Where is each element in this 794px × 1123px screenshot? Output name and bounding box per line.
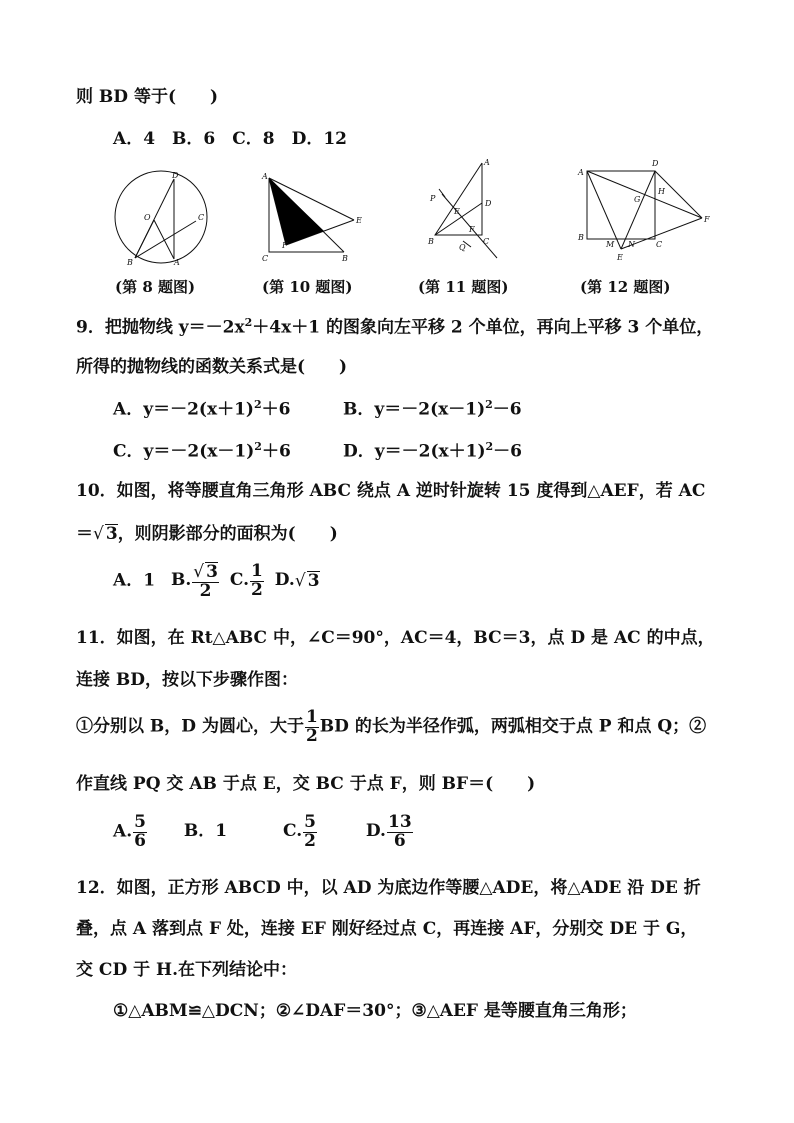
q10-line-2 xyxy=(76,524,338,544)
q11-option-c-num: 5 xyxy=(304,812,316,832)
q9-option-d-tail: －6 xyxy=(493,441,522,462)
q11-line-2: 连接 BD，按以下步骤作图： xyxy=(76,670,299,690)
fig12-label-g: G xyxy=(634,195,641,204)
q9-option-b xyxy=(343,399,522,419)
q10-options xyxy=(113,562,320,601)
fig11-label-e: E xyxy=(454,207,460,216)
q11-option-c-den: 2 xyxy=(304,830,316,851)
q10-option-b-den: 2 xyxy=(199,580,212,601)
q8-options: A．4 B．6 C．8 D．12 xyxy=(113,129,347,149)
q11-option-c-label: C. xyxy=(283,821,303,842)
figure-12-square xyxy=(572,156,718,266)
caption-figure-10: (第 10 题图) xyxy=(262,278,353,296)
q9-option-c-sup: 2 xyxy=(254,440,262,453)
sqrt-sign: √ xyxy=(193,562,205,582)
q11-option-c-fraction xyxy=(303,814,317,851)
fig12-label-n: N xyxy=(628,240,635,249)
fig11-label-d: D xyxy=(485,199,492,208)
q11-option-d-label: D. xyxy=(365,821,386,842)
q11-half-num: 1 xyxy=(305,707,318,727)
q11-option-a-den: 6 xyxy=(134,830,146,851)
q11-line-4: 作直线 PQ 交 AB 于点 E，交 BC 于点 F，则 BF＝( ) xyxy=(76,774,536,794)
q9-option-a-tail: ＋6 xyxy=(261,399,291,420)
fig8-label-c: C xyxy=(198,213,205,222)
fig12-label-h: H xyxy=(658,187,665,196)
sqrt-sign: √ xyxy=(294,571,306,592)
q10-line-1: 10．如图，将等腰直角三角形 ABC 绕点 A 逆时针旋转 15 度得到△AEF，若 AC xyxy=(76,481,706,501)
sqrt-sign: √ xyxy=(93,524,104,544)
fig11-label-q: Q xyxy=(459,243,466,252)
q10-option-c-den: 2 xyxy=(251,579,263,600)
fig11-label-p: P xyxy=(430,194,436,203)
q9-option-a-text: A．y＝－2(x＋1) xyxy=(113,399,254,420)
q10-option-b-label: B. xyxy=(170,570,192,591)
q12-line-3: 交 CD 于 H.在下列结论中： xyxy=(76,960,298,980)
q10-radicand: 3 xyxy=(105,524,118,544)
fig12-label-c: C xyxy=(656,240,663,249)
fig11-label-f: F xyxy=(469,225,475,234)
q9-option-d-text: D．y＝－2(x＋1) xyxy=(343,441,486,462)
figure-10-triangle xyxy=(260,170,370,266)
q11-option-d-num: 13 xyxy=(387,812,412,832)
fig12-label-b: B xyxy=(578,233,584,242)
q11-half-den: 2 xyxy=(305,725,318,746)
q11-line-1: 11．如图，在 Rt△ABC 中，∠C＝90°，AC＝4，BC＝3，点 D 是 AC 的中点， xyxy=(76,628,715,648)
q11-option-d-den: 6 xyxy=(393,830,406,851)
q9-option-d xyxy=(343,441,522,461)
fig12-label-m: M xyxy=(606,240,615,249)
q10-option-a: A．1 xyxy=(113,570,156,591)
fig11-label-b: B xyxy=(428,237,434,246)
q9-option-c-tail: ＋6 xyxy=(261,441,291,462)
q11-line-3 xyxy=(76,709,706,746)
q11-half-fraction xyxy=(305,709,319,746)
q9-option-a xyxy=(113,399,290,419)
q9-option-b-text: B．y＝－2(x－1) xyxy=(343,399,486,420)
fig11-label-a: A xyxy=(484,158,490,167)
q11-options xyxy=(113,814,414,851)
q10-option-b-num: 3 xyxy=(206,562,218,582)
fig8-label-a: A xyxy=(174,258,180,267)
q11-line-3-a: ①分别以 B，D 为圆心，大于 xyxy=(76,716,304,737)
q10-option-b-fraction xyxy=(192,562,219,601)
q10-line-2-tail: ，则阴影部分的面积为( ) xyxy=(117,524,338,544)
fig12-label-d: D xyxy=(652,159,659,168)
q9-option-c xyxy=(113,441,291,461)
q10-option-d-rad: 3 xyxy=(307,571,320,592)
fig8-label-o: O xyxy=(144,213,151,222)
fig12-label-e: E xyxy=(617,253,623,262)
q11-option-a-fraction xyxy=(133,814,147,851)
q11-option-b: B．1 xyxy=(183,821,228,842)
q10-option-c-label: C. xyxy=(229,570,250,591)
caption-figure-11: (第 11 题图) xyxy=(418,278,509,296)
q10-option-c-num: 1 xyxy=(251,561,263,581)
caption-figure-8: (第 8 题图) xyxy=(115,278,196,296)
fig10-label-f: F xyxy=(282,241,288,250)
fig8-label-d: D xyxy=(172,171,179,180)
q9-line-1-b: ＋4x＋1 的图象向左平移 2 个单位，再向上平移 3 个单位， xyxy=(252,317,714,338)
fig12-label-f: F xyxy=(704,215,710,224)
q9-line-1-a: 9．把抛物线 y＝－2x xyxy=(76,317,245,338)
q11-option-a-num: 5 xyxy=(134,812,146,832)
q9-option-b-tail: －6 xyxy=(492,399,522,420)
q12-line-4: ①△ABM≌△DCN；②∠DAF＝30°；③△AEF 是等腰直角三角形； xyxy=(113,1001,637,1021)
figure-8-circle xyxy=(108,168,216,268)
q10-option-d-label: D. xyxy=(274,570,295,591)
q9-option-b-sup: 2 xyxy=(485,398,493,411)
q8-stem-tail: 则 BD 等于( ) xyxy=(76,87,219,107)
fig11-label-c: C xyxy=(483,237,490,246)
q11-line-3-b: BD 的长为半径作弧，两弧相交于点 P 和点 Q；② xyxy=(319,716,707,737)
figure-11-triangle xyxy=(425,155,510,265)
fig8-label-b: B xyxy=(127,258,133,267)
q12-line-1: 12．如图，正方形 ABCD 中，以 AD 为底边作等腰△ADE，将△ADE 沿 DE 折 xyxy=(76,878,701,898)
fig12-label-a: A xyxy=(578,168,584,177)
q9-exponent: 2 xyxy=(244,316,253,329)
q9-option-d-sup: 2 xyxy=(485,440,494,453)
q10-equals: ＝ xyxy=(76,524,93,544)
q9-line-1 xyxy=(76,317,713,337)
caption-figure-12: (第 12 题图) xyxy=(580,278,671,296)
fig10-label-e: E xyxy=(356,216,362,225)
fig10-label-b: B xyxy=(342,254,348,263)
q11-option-a-label: A. xyxy=(113,821,133,842)
q11-option-d-fraction xyxy=(387,814,413,851)
fig10-label-c: C xyxy=(262,254,269,263)
q12-line-2: 叠，点 A 落到点 F 处，连接 EF 刚好经过点 C，再连接 AF，分别交 DE 于 G， xyxy=(76,919,698,939)
q9-option-a-sup: 2 xyxy=(253,398,262,411)
q9-option-c-text: C．y＝－2(x－1) xyxy=(113,441,255,462)
q9-line-2: 所得的抛物线的函数关系式是( ) xyxy=(76,357,348,377)
q10-option-c-fraction xyxy=(250,563,264,600)
fig10-label-a: A xyxy=(262,172,268,181)
